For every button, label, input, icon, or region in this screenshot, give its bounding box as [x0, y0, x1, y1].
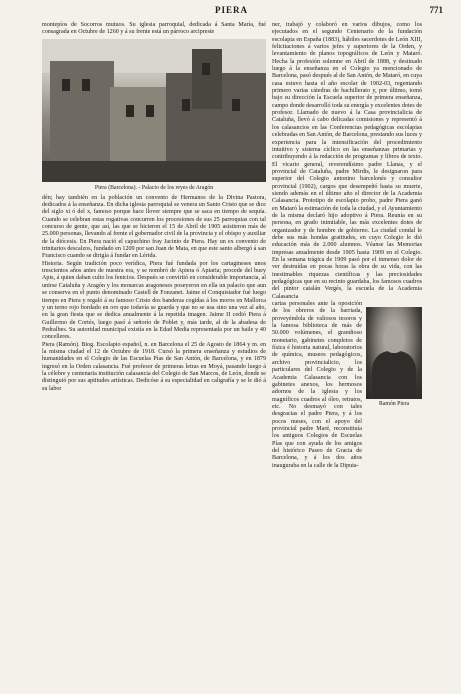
- portrait-image: [366, 307, 422, 399]
- left-paragraph-2: dén; hay también en la población un convento de Hermanos de la Divina Pastora, dedicados á la enseñanza. En dicha iglesia parroquial se venera un Santo Cristo que se dice del siglo xi ó del x, famoso porque hace llover siempre que se saca en tiempo de sequía. Cuando se celebran estas rogativas concurren los procesiones de sus 25 parroquias con tal concurso de gente, que así, las que se hicieron el 15 de Abril de 1905 asistieron más de 25.000 personas, llevando al frente el gobernador civil de la provincia y el obispo y auxiliar de la diócesis. En Piera nació el capuchino fray Jacinto de Piera. Hay un ex convento de trinitarios descalzos, fundado en 1209 por san Juan de Mata, en que este santo albergó á san Francisco cuando se dirigía á fundar en Lérida.: [42, 194, 266, 260]
- left-column: [42, 22, 266, 393]
- running-title: PIERA: [215, 5, 249, 15]
- portrait-column: [366, 301, 422, 407]
- portrait-block: [272, 301, 422, 470]
- page-number: 771: [429, 5, 443, 15]
- right-column: [272, 22, 422, 470]
- right-paragraph-1: ner, trabajó y colaboró en varios dibujos, como los ejecutados en el segundo Centenario de la fundación escolapia en España (1883), hábiles sacerdotes de León XIII, felicitaciones á varios jefes y superiores de la Orden, y levantamiento de planos topográficos de León y Mataró. Hecha la profesión solemne en Abril de 1888, y destinado luego á la enseñanza en el Colegio ya mencionado de Barcelona, pasó después al de San Antón, de Mataró, en cuya casa estuvo hasta el año escolar de 1902-03, regentando primero varias cátedras de bachillerato y, por último, tomó bajo su dirección la Escuela superior de primera enseñanza, campo donde desarrolló toda su energía y excelentes dotes de profesor. Llamado de nuevo á la Casa provincialicia de Cataluña, llevó á cabo delicadas comisiones y representó á los calasancios en las Conferencias pedagógicas escolapias celebradas en San Antón, de Barcelona, prestando sus luces y experiencia para la intensificación del procedimiento intuitivo y sistema cíclico en las enseñanzas primarias y contribuyendo á la redacción de programas y libros de texto. El vicario general, reverendísimo padre Llanas, y el provincial de Cataluña, padre Mirdts, le designaron para superior del Colegio antonino barcelonés y consultor provincial (1902), cargos que desempeñó hasta su muerte, siendo además en el último año el director de la Academia Calasancia. Prototipo de escolapio probo, padre Piera ganó en Mataró la estimación de toda la ciudad, y el Ayuntamiento de la misma declaró hijo adoptivo á Piera. Reunía en su persona, en grado inimitable, las más excelentes dotes de organizador y de hombre de gobierno. La ciudad condal le debe sus más hondas gratitudes, en cuyo Colegio le dió educación más de 2.000 alumnos. Véanse las Memorias impresas anualmente desde 1905 hasta 1909 en el Colegio. En la semana trágica de 1909 pasó por el inmenso dolor de ver destruídas en pocas horas la obra de su vida, con las inestimables riquezas científicas y las preciosidades pedagógicas que en su recinto guardaba, los famosos cuadros del pintor catalán Vergés, la escuela de la Academia Calasancia: [272, 22, 422, 300]
- right-paragraph-2: cartas personales ante la oposición de los obreros de la barriada, proveyéndola de valiosos tesoros y la famosa biblioteca de más de 50.000 volúmenes, el grandioso monetario, gabinetes completos de física é historia natural, laboratorios de química, museos pedagógicos, archivo provincialicio, los particulares del Colegio y de la Academia Calasancia con los gabinetes anexos, los hermosos adornos de la iglesia y los magníficos cuadros al óleo, retratos, etc. No desmayó con tales desgracias el padre Piera, y á los pocos meses, con el apoyo del provincial padre Maré, reconstituía los antiguos Colegios de Escuelas Pías que con ayuda de los amigos del histórico Paseo de Gracia de Barcelona, y á los dos años inauguraba en la calle de la Diputa-: [272, 301, 362, 469]
- portrait-caption: Ramón Piera: [378, 401, 410, 408]
- left-paragraph-3: Historia. Según tradición poco verídica, Piera fué fundada por los cartagineses unos trescientos años antes de nuestra era, y se nombró de Apiera ó Apiaria; procede del buey Apis, á quien daban culto los fenicios. Después se convirtió en considerable importancia, al unirse Cataluña y Aragón y los monarcas aragoneses poseyeron en ella un palacio que aun se conserva en el punto denominado Castell de Fonzanet. Jaime el Conquistador fué luego tiempo en Piera y regaló á su famoso Cristo dos banderas cogidas á los moros en Mallorca y un terno rojo bordado en oro que todavía se guarda y que no se usa sino una vez al año, en la gran fiesta que se dedica anualmente á la repetida imagen. Jaime II cedió Piera á Guillermo de Cortés, luego pasó á señorío de Poblet y, más tarde, al de la abadesa de Pedralbes. Su autoridad municipal existía en la Edad Media representada por un baile y 40 concelleres.: [42, 260, 266, 341]
- palace-photo: [42, 39, 266, 182]
- left-paragraph-4: Piera (Ramón). Biog. Escolapio español, n. en Barcelona el 25 de Agosto de 1864 y m. en la misma ciudad el 12 de Octubre de 1918. Cursó la primera enseñanza y estudios de humanidades en el Colegio de las Escuelas Pías de San Antón, de Barcelona, y en 1879 ingresó en la Orden calasancia. Fué profesor de primeras letras en Moyá, pasando luego á la célebre y centenaria institución calasancia del Colegio de San Marcos, de León, donde se distinguió por sus aptitudes artísticas. Dedicóse á su especialidad en caligrafía y se le dió á su labor: [42, 341, 266, 392]
- page-header: [0, 2, 461, 18]
- photo-caption: Piera (Barcelona). - Palacio de los reyes de Aragón: [94, 184, 214, 191]
- left-paragraph-1: montepíos de Socorros mutuos. Su iglesia parroquial, dedicada á Santa María, fué consagrada en Octubre de 1260 y á su frente está un párroco arcipreste: [42, 22, 266, 36]
